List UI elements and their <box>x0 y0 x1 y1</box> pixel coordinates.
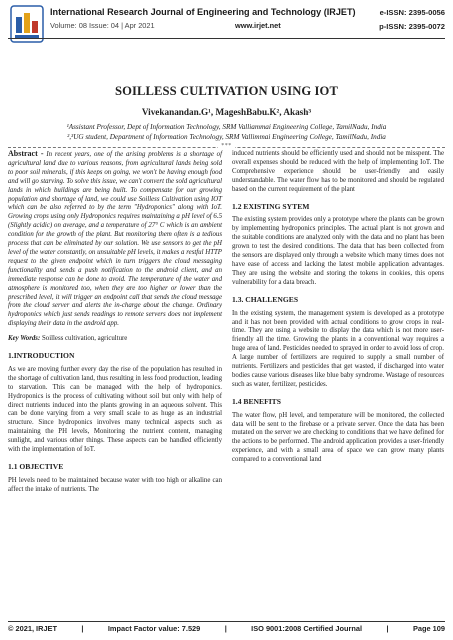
footer-divider: | <box>224 624 227 633</box>
volume-line: Volume: 08 Issue: 04 | Apr 2021 <box>50 21 155 30</box>
footer-copyright: © 2021, IRJET <box>8 624 57 633</box>
footer-rule <box>8 621 445 622</box>
footer-impact: Impact Factor value: 7.529 <box>107 624 201 633</box>
footer-page: Page 109 <box>412 624 445 633</box>
benefits-text: The water flow, pH level, and temperature will be monitored, the collected data will be sent to the firebase or a private server. Once the data has been mutated on the server we are checking to conditions that we have defined for the actions to be performed. The android application provides a user-friendly experience, and with a small area of space we can grow many plants compared to a conventional land <box>232 411 444 464</box>
journal-volume <box>50 21 281 30</box>
header-rule <box>8 38 445 39</box>
p-issn: p-ISSN: 2395-0072 <box>379 22 445 31</box>
e-issn: e-ISSN: 2395-0056 <box>379 8 445 17</box>
affiliation-1: ¹Assistant Professor, Dept of Information Technology, SRM Valliammai Engineering College, TamilNadu, India <box>66 123 387 131</box>
heading-challenges: 1.3. CHALLENGES <box>232 294 299 304</box>
footer-divider: | <box>386 624 389 633</box>
separator-stars: *** <box>218 143 235 149</box>
footer-divider: | <box>81 624 84 633</box>
heading-objective: 1.1 OBJECTIVE <box>8 462 64 471</box>
left-column <box>8 150 222 501</box>
existing-system-text: The existing system provides only a prototype where the plants can be grown by implementing hydroponics principles. The actual plant is not grown and the suitable conditions are analyzed only with the data and no plant has been grown to test the desired conditions. The data that has been collected from the sensors are displayed only through a website which many times does not have ease of access and lacking the latest mobile application advantages. They are using the website and storing the tokens in cookies, this opens vulnerability for a data breach. <box>232 216 444 286</box>
right-column <box>232 150 444 471</box>
paper-title: SOILLESS CULTIVATION USING IOT <box>115 84 338 98</box>
page-footer <box>8 624 445 633</box>
keywords-text: Soilless cultivation, agriculture <box>40 335 128 343</box>
heading-existing-system: 1.2 EXISTING SYTEM <box>232 201 310 211</box>
challenges-text: In the existing system, the management system is developed as a prototype and it has not been provided with actual conditions to grow crops in real-time. They are using a website to display the data which is not more user-friendly all the time. Growing the plants in a conventional way requires a huge area of land. Pesticides needed to sprayed in order to avoid loss of crop. A large number of fertilizers are required to supply a small number of nutrients. Fertilizers and pesticides that get wasted, if discharged into water bodies cause various diseases like blue baby syndrome. Wastage of resources such as water, fertilizer, pesticides. <box>232 309 444 388</box>
journal-url[interactable]: www.irjet.net <box>235 21 281 30</box>
objective-text: PH levels need to be maintained because water with too high or alkaline can affect the intake of nutrients. The <box>8 476 222 493</box>
heading-benefits: 1.4 BENEFITS <box>232 396 281 406</box>
affiliation-2: ²,³UG student, Department of Information Technology, SRM Vallimmai Engineering College, TamilNadu, India <box>67 133 386 141</box>
introduction-text: As we are moving further every day the rise of the population has resulted in the shortage of cultivation land, thus resulting in less food production, leading to starvation. This can be managed with the help of hydroponics. Hydroponics is the process of cultivating without soil but only with help of direct nutrients induced into the plants growing in an aqueous solvent. This can be done varying from a very small scale to as huge as an industrial structure. Since hydroponics involves many technical aspects such as maintaining the PH levels, Monitoring the nutrient content, managing sunlight, and various other things. These aspects can be handled efficiently with the implementation of IoT. <box>8 365 222 454</box>
footer-iso: ISO 9001:2008 Certified Journal <box>251 624 363 633</box>
heading-introduction: 1.INTRODUCTION <box>8 351 75 361</box>
abstract <box>8 150 222 329</box>
section-separator <box>8 143 445 149</box>
paper-authors: Vivekanandan.G¹, MageshBabu.K², Akash³ <box>141 107 312 117</box>
keywords-label: Key Words: <box>8 335 41 343</box>
abstract-text: In recent years, one of the arising problems is a shortage of agricultural land due to various reasons, from agricultural lands being sold to poor soil minerals, if this keeps on going, we won't be having enough food and will go starving. To solve this issue, we can't convert the sold agricultural lands in which buildings are being built. To compensate for our growing population and shortage of land, we could use Soilless Cultivation using IOT which can be also referred to by the term "Hydroponics" along with IoT. Growing crops using only Hydroponics requires maintaining a pH level of 6.5 (Slightly acidic) on average, and a temperature of 27° C which is an ambient condition for the growth of the plant. But monitoring them often is a tedious process that can be eliminated by our solution. We use sensors to get the pH level of the water constantly, on unsuitable pH levels, it makes a restful HTTP request to the given endpoint which in turn triggers the cloud messaging functionality and sends a push notification to the android client, and an immediate response can be done to avoid. The temperature of the water and atmosphere is monitored too, when they are too higher or lower than the prescribed level, it will trigger an endpoint call that sends the cloud message from the cloud server and alerts the in-charge about the change. Ordinary hydroponics which just sends readings to remote servers does not implement displaying their data in the android app. <box>8 151 223 328</box>
abstract-label: Abstract - <box>8 149 44 158</box>
journal-header <box>0 0 453 70</box>
keywords <box>8 335 222 344</box>
journal-title: International Research Journal of Engineering and Technology (IRJET) <box>50 7 356 17</box>
objective-continued: induced nutrients should be efficiently used and should not be misspent. The overall expenses should be reduced with the help of implementing IoT. The Comprehensive experience should be user-friendly and easily understandable. The water flow has to be monitored and should be regulated based on the current requirement of the plant <box>232 150 444 193</box>
